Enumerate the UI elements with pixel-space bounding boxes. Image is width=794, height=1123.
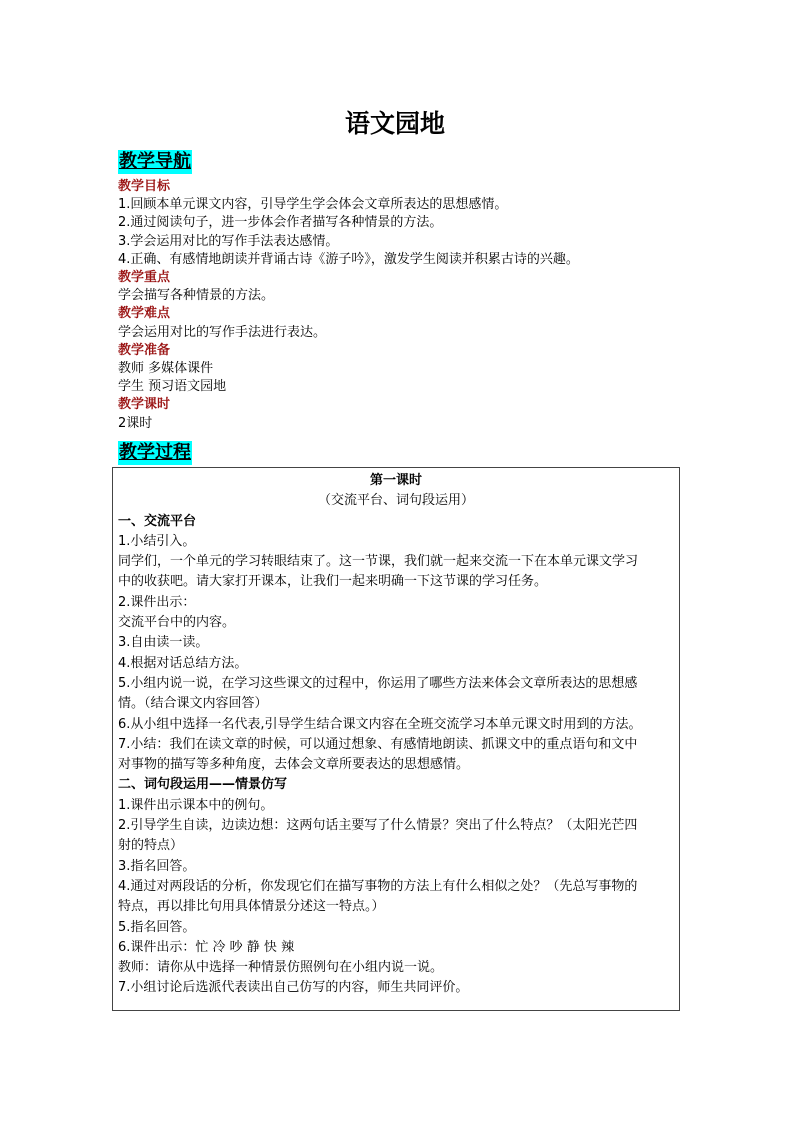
prep-line: 教师 多媒体课件: [118, 361, 214, 377]
paragraph-line: 情。（结合课文内容回答）: [118, 696, 268, 712]
paragraph-line: 5.小组内说一说，在学习这些课文的过程中，你运用了哪些方法来体会文章所表达的思想感: [118, 675, 638, 691]
goal-line: 1.回顾本单元课文内容，引导学生学会体会文章所表达的思想感情。: [118, 197, 508, 213]
key-text: 学会描写各种情景的方法。: [118, 288, 275, 304]
prep-label: 教学准备: [118, 342, 171, 358]
paragraph-line: 6.从小组中选择一名代表,引导学生结合课文内容在全班交流学习本单元课文时用到的方法。: [118, 716, 642, 732]
paragraph-line: 1.课件出示课本中的例句。: [118, 797, 274, 813]
lesson-table: [112, 467, 680, 1011]
paragraph-line: 3.指名回答。: [118, 858, 196, 874]
paragraph-line: 7.小组讨论后选派代表读出自己仿写的内容，师生共同评价。: [118, 980, 469, 996]
process-section-header: [118, 441, 682, 469]
lesson-title: 第一课时: [369, 473, 422, 488]
paragraph-line: 中的收获吧。请大家打开课本，让我们一起来明确一下这节课的学习任务。: [118, 574, 548, 590]
goal-line: 2.通过阅读句子，进一步体会作者描写各种情景的方法。: [118, 215, 443, 231]
paragraph-line: 同学们，一个单元的学习转眼结束了。这一节课，我们就一起来交流一下在本单元课文学习: [118, 554, 639, 570]
paragraph-line: 4.根据对话总结方法。: [118, 655, 248, 671]
prep-line: 学生 预习语文园地: [118, 379, 227, 395]
nav-heading: 教学导航: [119, 151, 191, 172]
paragraph-line: 射的特点）: [118, 838, 184, 854]
goal-line: 3.学会运用对比的写作手法表达感情。: [118, 233, 339, 249]
page-title: 语文园地: [344, 109, 445, 138]
paragraph-line: 6.课件出示：忙 冷 吵 静 快 辣: [118, 939, 295, 955]
paragraph-line: 特点，再以排比句用具体情景分述这一特点。）: [118, 899, 385, 915]
goal-line: 4.正确、有感情地朗读并背诵古诗《游子吟》，激发学生阅读并积累古诗的兴趣。: [118, 251, 579, 267]
paragraph-line: 7.小结：我们在读文章的时候，可以通过想象、有感情地朗读、抓课文中的重点语句和文中: [118, 736, 638, 752]
paragraph-line: 1.小结引入。: [118, 533, 196, 549]
key-label: 教学重点: [118, 270, 171, 286]
paragraph-line: 4.通过对两段话的分析，你发现它们在描写事物的方法上有什么相似之处？（先总写事物的: [118, 878, 638, 894]
process-heading: 教学过程: [119, 441, 191, 463]
paragraph-line: 教师：请你从中选择一种情景仿照例句在小组内说一说。: [118, 960, 444, 976]
part2-heading: 二、词句段运用——情景仿写: [118, 777, 288, 793]
paragraph-line: 5.指名回答。: [118, 919, 196, 935]
hours-text: 2课时: [118, 415, 153, 431]
teaching-plan-page: [118, 104, 682, 469]
paragraph-line: 交流平台中的内容。: [118, 615, 236, 631]
paragraph-line: 2.引导学生自读，边读边想：这两句话主要写了什么情景？突出了什么特点？（太阳光芒四: [118, 818, 638, 834]
lesson-subtitle: （交流平台、词句段运用）: [317, 493, 474, 509]
goals-label: 教学目标: [118, 179, 171, 194]
paragraph-line: 2.课件出示：: [118, 594, 196, 610]
part1-heading: 一、交流平台: [118, 513, 197, 529]
difficulty-label: 教学难点: [118, 306, 171, 322]
difficulty-text: 学会运用对比的写作手法进行表达。: [118, 324, 327, 340]
hours-label: 教学课时: [118, 397, 171, 413]
paragraph-line: 3.自由读一读。: [118, 635, 209, 651]
nav-section-header: [118, 150, 682, 178]
paragraph-line: 对事物的描写等多种角度，去体会文章所要表达的思想感情。: [118, 757, 470, 773]
